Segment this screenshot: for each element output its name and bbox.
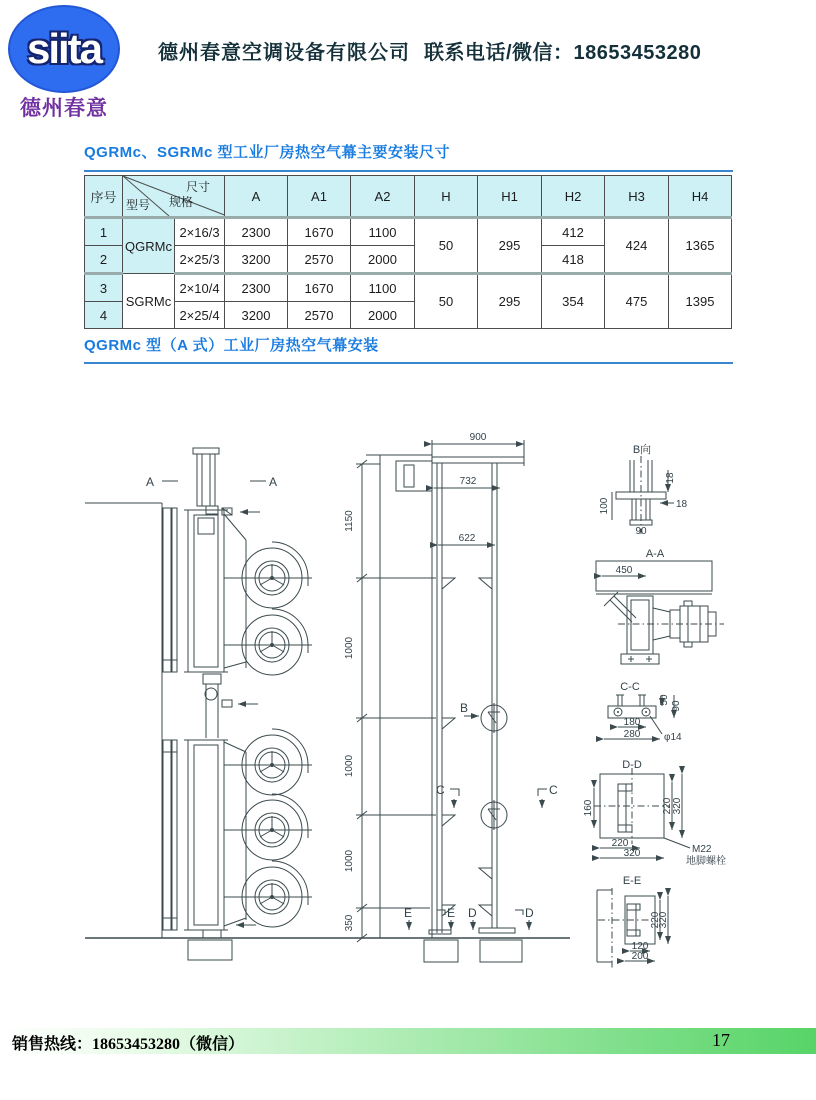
dim-320: 320: [672, 797, 683, 815]
detail-a-a-title: A-A: [645, 548, 665, 560]
table-cell: 1100: [351, 218, 415, 246]
dim-350: 350: [344, 914, 355, 932]
table-cell: 2×25/3: [175, 246, 225, 274]
table-cell: 50: [415, 218, 478, 274]
fan-scroll: [238, 609, 312, 675]
siita-logo-icon: [8, 5, 120, 93]
table-cell: 2300: [225, 218, 288, 246]
table-cell: QGRMc: [123, 218, 175, 274]
company-name: 德州春意空调设备有限公司: [158, 42, 410, 64]
logo-text: siita: [26, 25, 102, 72]
table-row: [85, 218, 732, 246]
fan-scroll: [238, 861, 312, 927]
diagonal-header-cell: [123, 176, 225, 218]
dim-50: 50: [659, 694, 670, 706]
table-cell: 475: [605, 274, 669, 329]
dim-220: 220: [611, 838, 629, 849]
table-cell: 4: [85, 302, 123, 329]
page-number: 17: [712, 1030, 730, 1050]
section2-underline: [84, 362, 733, 364]
detail-c-c-section: [604, 681, 682, 743]
fan-scroll: [238, 729, 312, 795]
detail-a-a-section: [596, 548, 724, 664]
dim-90: 90: [635, 526, 647, 537]
dim-622: 622: [458, 533, 476, 544]
detail-e-e-section: [597, 875, 669, 968]
table-cell: 295: [478, 218, 542, 274]
dim-18: 18: [676, 499, 688, 510]
col-header-H: H: [415, 176, 478, 218]
dim-120: 120: [631, 941, 649, 952]
col-header-H2: H2: [542, 176, 605, 218]
table-cell: 2×10/4: [175, 274, 225, 302]
dim-280: 280: [623, 729, 641, 740]
col-header-H3: H3: [605, 176, 669, 218]
col-header-H4: H4: [669, 176, 732, 218]
detail-e-e-title: E-E: [622, 875, 642, 887]
detail-c-c-title: C-C: [620, 681, 640, 693]
table-header-row: [85, 176, 732, 218]
table-cell: 2000: [351, 246, 415, 274]
detail-d-d-title: D-D: [622, 759, 642, 771]
dim-1150: 1150: [344, 510, 355, 532]
table-cell: 1: [85, 218, 123, 246]
section-mark-c-left: C: [436, 783, 445, 797]
table-cell: 2570: [288, 302, 351, 329]
section-mark-e-right: E: [447, 906, 456, 920]
table-cell: 2×25/4: [175, 302, 225, 329]
dim-200: 200: [631, 951, 649, 962]
dim-1000: 1000: [344, 849, 355, 873]
contact-phone: 联系电话/微信：18653453280: [424, 42, 702, 64]
table-cell: SGRMc: [123, 274, 175, 329]
dim-1000: 1000: [344, 636, 355, 660]
dim-18: 18: [665, 472, 676, 484]
corner-label-model: 型号: [126, 198, 151, 212]
corner-label-spec: 规格: [169, 195, 194, 209]
section-mark-e-left: E: [404, 906, 413, 920]
table-cell: 2570: [288, 246, 351, 274]
table-cell: 295: [478, 274, 542, 329]
table-cell: 1670: [288, 274, 351, 302]
section-mark-d-left: D: [468, 906, 477, 920]
dim-900: 900: [469, 432, 487, 443]
installation-drawing: [0, 395, 816, 1007]
table-cell: 418: [542, 246, 605, 274]
table-cell: 3200: [225, 302, 288, 329]
left-elevation-view: [85, 448, 360, 960]
table-cell: 1100: [351, 274, 415, 302]
table-cell: 424: [605, 218, 669, 274]
section-mark-a-left: A: [146, 475, 155, 489]
fan-scroll: [238, 794, 312, 860]
table-cell: 2000: [351, 302, 415, 329]
table-cell: 2×16/3: [175, 218, 225, 246]
dim-450: 450: [615, 565, 633, 576]
table-row: [85, 274, 732, 302]
section-mark-a-right: A: [269, 475, 278, 489]
dim-320: 320: [658, 911, 669, 929]
section1-underline: [84, 170, 733, 172]
col-header-H1: H1: [478, 176, 542, 218]
anchor-bolt-label: 地脚螺栓: [686, 856, 726, 867]
section2-title: QGRMc 型（A 式）工业厂房热空气幕安装: [84, 337, 379, 354]
table-cell: 3: [85, 274, 123, 302]
col-header-no: 序号: [85, 176, 123, 218]
table-cell: 2: [85, 246, 123, 274]
detail-d-d-section: [583, 759, 726, 867]
detail-b-title: B向: [632, 444, 652, 456]
table-cell: 50: [415, 274, 478, 329]
table-cell: 1395: [669, 274, 732, 329]
table-cell: 2300: [225, 274, 288, 302]
dim-320: 320: [623, 848, 641, 859]
section-mark-c-right: C: [549, 783, 558, 797]
col-header-A: A: [225, 176, 288, 218]
corner-label-size: 尺寸: [185, 180, 210, 194]
dim-160: 160: [583, 799, 594, 817]
col-header-A1: A1: [288, 176, 351, 218]
dim-732: 732: [459, 476, 477, 487]
dim-220: 220: [650, 911, 661, 929]
detail-mark-b: B: [460, 701, 469, 715]
detail-b-view: [599, 442, 688, 537]
table-cell: 412: [542, 218, 605, 246]
dim-180: 180: [623, 717, 641, 728]
col-header-A2: A2: [351, 176, 415, 218]
anchor-bolt-size: M22: [692, 844, 712, 855]
section-mark-d-right: D: [525, 906, 534, 920]
dim-100: 100: [599, 497, 610, 515]
table-cell: 354: [542, 274, 605, 329]
logo-caption: 德州春意: [20, 97, 108, 120]
section1-title: QGRMc、SGRMc 型工业厂房热空气幕主要安装尺寸: [84, 144, 451, 161]
table-cell: 3200: [225, 246, 288, 274]
dim-90: 90: [671, 700, 682, 712]
dim-1000: 1000: [344, 754, 355, 778]
dim-220: 220: [662, 797, 673, 815]
middle-section-view: [344, 432, 570, 962]
dim-phi14: φ14: [664, 732, 682, 743]
table-cell: 1670: [288, 218, 351, 246]
table-cell: 1365: [669, 218, 732, 274]
fan-scroll: [238, 542, 312, 608]
installation-dimensions-table: [84, 175, 732, 329]
sales-hotline: 销售热线：18653453280（微信）: [12, 1036, 245, 1053]
